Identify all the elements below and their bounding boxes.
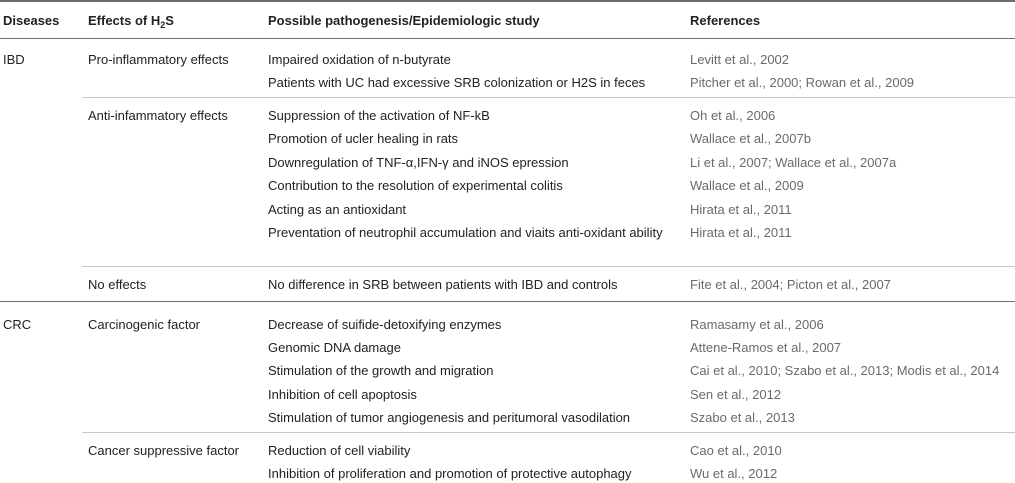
reference-text: Cao et al., 2010: [690, 443, 782, 458]
group-divider: [82, 266, 1015, 267]
reference-text: Attene-Ramos et al., 2007: [690, 340, 842, 355]
pathogenesis-text: Acting as an antioxidant: [268, 202, 407, 217]
reference-text: Hirata et al., 2011: [690, 202, 792, 217]
reference-text: Cai et al., 2010; Szabo et al., 2013; Modis et al., 2014: [690, 363, 1000, 378]
pathogenesis-text: Decrease of suifide-detoxifying enzymes: [268, 317, 502, 332]
pathogenesis-text: Preventation of neutrophil accumulation and viaits anti-oxidant ability: [268, 225, 663, 240]
pathogenesis-text: Contribution to the resolution of experimental colitis: [268, 178, 563, 193]
pathogenesis-text: Downregulation of TNF-α,IFN-γ and iNOS epression: [268, 155, 569, 170]
header-pathogenesis: Possible pathogenesis/Epidemiologic study: [268, 13, 540, 28]
reference-text: Levitt et al., 2002: [690, 52, 790, 67]
pathogenesis-text: Suppression of the activation of NF-kB: [268, 108, 490, 123]
header-rule: [0, 38, 1015, 39]
reference-text: Pitcher et al., 2000; Rowan et al., 2009: [690, 75, 915, 90]
disease-ibd: IBD: [3, 52, 25, 67]
header-effects-suffix: S: [165, 13, 174, 28]
pathogenesis-text: Inhibition of proliferation and promotion of protective autophagy: [268, 466, 632, 481]
reference-text: Sen et al., 2012: [690, 387, 782, 402]
pathogenesis-text: Impaired oxidation of n-butyrate: [268, 52, 451, 67]
reference-text: Hirata et al., 2011: [690, 225, 792, 240]
pathogenesis-text: Genomic DNA damage: [268, 340, 401, 355]
pathogenesis-text: Promotion of ucler healing in rats: [268, 131, 459, 146]
group-divider: [82, 97, 1015, 98]
header-references: References: [690, 13, 761, 28]
effect-anti-inflammatory: Anti-infammatory effects: [88, 108, 228, 123]
effect-none: No effects: [88, 277, 147, 292]
effect-suppressive: Cancer suppressive factor: [88, 443, 240, 458]
effect-carcinogenic: Carcinogenic factor: [88, 317, 200, 332]
pathogenesis-text: Inhibition of cell apoptosis: [268, 387, 417, 402]
header-effects: [88, 12, 174, 34]
group-divider: [82, 432, 1015, 433]
pathogenesis-text: Stimulation of the growth and migration: [268, 363, 494, 378]
reference-text: Ramasamy et al., 2006: [690, 317, 824, 332]
reference-text: Fite et al., 2004; Picton et al., 2007: [690, 277, 891, 292]
pathogenesis-text: Stimulation of tumor angiogenesis and peritumoral vasodilation: [268, 410, 631, 425]
reference-text: Wallace et al., 2009: [690, 178, 804, 193]
header-effects-prefix: Effects of H: [88, 13, 161, 28]
reference-text: Li et al., 2007; Wallace et al., 2007a: [690, 155, 897, 170]
header-diseases: Diseases: [3, 13, 60, 28]
top-rule: [0, 0, 1015, 2]
pathogenesis-text: Patients with UC had excessive SRB colonization or H2S in feces: [268, 75, 646, 90]
reference-text: Szabo et al., 2013: [690, 410, 795, 425]
pathogenesis-text: No difference in SRB between patients with IBD and controls: [268, 277, 618, 292]
reference-text: Oh et al., 2006: [690, 108, 776, 123]
reference-text: Wu et al., 2012: [690, 466, 778, 481]
effect-pro-inflammatory: Pro-inflammatory effects: [88, 52, 229, 67]
disease-divider: [0, 301, 1015, 302]
header-effects-subscript: 2: [160, 20, 166, 30]
pathogenesis-text: Reduction of cell viability: [268, 443, 411, 458]
disease-crc: CRC: [3, 317, 32, 332]
reference-text: Wallace et al., 2007b: [690, 131, 811, 146]
